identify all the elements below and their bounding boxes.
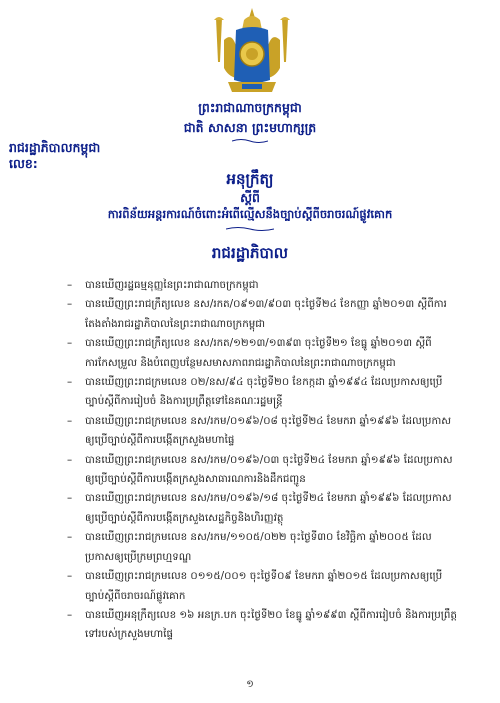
list-item-text: បានឃើញរដ្ឋធម្មនុញ្ញនៃព្រះរាជាណាចក្រកម្ពុជា <box>85 279 259 291</box>
list-item <box>67 567 457 606</box>
document-type-title: អនុក្រឹត្យ <box>226 170 274 188</box>
list-item <box>67 334 457 373</box>
list-item <box>67 451 457 490</box>
list-item-text: បានឃើញព្រះរាជក្រមលេខ នស/រកម/០១៩៦/១៨ ចុះថ្ងៃទី២៤ ខែមករា ឆ្នាំ១៩៩៦ ដែលប្រកាសឲ្យប្រើច្បាប់ស្តីពីការបង្កើតក្រសួងសេដ្ឋកិច្ចនិងហិរញ្ញវត្ថុ <box>85 492 452 524</box>
dash-bullet-icon: – <box>67 492 73 505</box>
document-number-label: លេខ: <box>9 156 38 171</box>
dash-bullet-icon: – <box>67 531 73 544</box>
dash-bullet-icon: – <box>67 337 73 350</box>
dash-bullet-icon: – <box>67 453 73 466</box>
list-item <box>67 295 457 334</box>
list-item-text: បានឃើញព្រះរាជក្រមលេខ ០១១៥/០០១ ចុះថ្ងៃទី០៩ ខែមករា ឆ្នាំ២០១៥ ដែលប្រកាសឲ្យប្រើច្បាប់ស្តីពីចរាចរណ៍ផ្លូវគោក <box>85 570 443 602</box>
ornament-divider-icon <box>226 226 274 232</box>
list-item <box>67 528 457 567</box>
references-list <box>67 276 457 645</box>
list-item <box>67 276 457 295</box>
dash-bullet-icon: – <box>67 298 73 311</box>
royal-arms-emblem-icon <box>206 6 298 98</box>
list-item <box>67 489 457 528</box>
list-item-text: បានឃើញព្រះរាជក្រឹត្យលេខ នស/រកត/០៩១៣/៩០៣ ចុះថ្ងៃទី២៤ ខែកញ្ញា ឆ្នាំ២០១៣ ស្តីពីការតែងតាំងរាជរដ្ឋាភិបាលនៃព្រះរាជាណាចក្រកម្ពុជា <box>85 298 447 330</box>
list-item-text: បានឃើញព្រះរាជក្រមលេខ ០២/នស/៩៤ ចុះថ្ងៃទី២០ ខែកក្កដា ឆ្នាំ១៩៩៤ ដែលប្រកាសឲ្យប្រើច្បាប់ស្តីពីការរៀបចំ និងការប្រព្រឹត្តទៅនៃគណៈរដ្ឋមន្ត្រី <box>85 376 443 408</box>
dash-bullet-icon: – <box>67 279 73 291</box>
list-item <box>67 606 457 645</box>
list-item <box>67 412 457 451</box>
kingdom-motto-line2: ជាតិ សាសនា ព្រះមហាក្សត្រ <box>183 120 317 135</box>
dash-bullet-icon: – <box>67 608 73 621</box>
document-subject: ការពិន័យអន្តរការណ៍ចំពោះអំពើល្មើសនឹងច្បាប់ស្តីពីចរាចរណ៍ផ្លូវគោក <box>107 207 393 221</box>
list-item-text: បានឃើញអនុក្រឹត្យលេខ ១៦ អនក្រ.បក ចុះថ្ងៃទី២០ ខែធ្នូ ឆ្នាំ១៩៩៣ ស្តីពីការរៀបចំ និងការប្រព្រឹត្តទៅរបស់ក្រសួងមហាផ្ទៃ <box>85 608 457 641</box>
list-item-text: បានឃើញព្រះរាជក្រមលេខ នស/រកម/០១៩៦/០៣ ចុះថ្ងៃទី២៤ ខែមករា ឆ្នាំ១៩៩៦ ដែលប្រកាសឲ្យប្រើច្បាប់ស្តីពីការបង្កើតក្រសួងសាធារណការនិងដឹកជញ្ជូន <box>85 453 453 486</box>
issuing-authority: រាជរដ្ឋាភិបាលកម្ពុជា <box>9 140 101 155</box>
list-item-text: បានឃើញព្រះរាជក្រមលេខ នស/រកម/០១៩៦/០៨ ចុះថ្ងៃទី២៤ ខែមករា ឆ្នាំ១៩៩៦ ដែលប្រកាសឲ្យប្រើច្បាប់ស្តីពីការបង្កើតក្រសួងមហាផ្ទៃ <box>85 414 452 447</box>
kingdom-motto-line1: ព្រះរាជាណាចក្រកម្ពុជា <box>198 100 302 115</box>
about-label: ស្តីពី <box>240 190 260 205</box>
list-item-text: បានឃើញព្រះរាជក្រឹត្យលេខ នស/រកត/១២១៣/១៣៩៣ ចុះថ្ងៃទី២១ ខែធ្នូ ឆ្នាំ២០១៣ ស្តីពីការកែសម្រួល និងបំពេញបន្ថែមសមាសភាពរាជរដ្ឋាភិបាលនៃព្រះរាជាណាចក្រកម្ពុជា <box>85 337 432 369</box>
government-heading: រាជរដ្ឋាភិបាល <box>211 244 289 262</box>
page-number: ១ <box>246 679 254 690</box>
list-item-text: បានឃើញព្រះរាជក្រមលេខ នស/រកម/១១០៥/០២២ ចុះថ្ងៃទី៣០ ខែវិច្ឆិកា ឆ្នាំ២០០៥ ដែលប្រកាសឲ្យប្រើក្រមព្រហ្មទណ្ឌ <box>85 531 432 563</box>
list-item <box>67 373 457 412</box>
dash-bullet-icon: – <box>67 376 73 389</box>
ornament-divider-icon <box>232 138 268 144</box>
dash-bullet-icon: – <box>67 414 73 427</box>
dash-bullet-icon: – <box>67 570 73 583</box>
